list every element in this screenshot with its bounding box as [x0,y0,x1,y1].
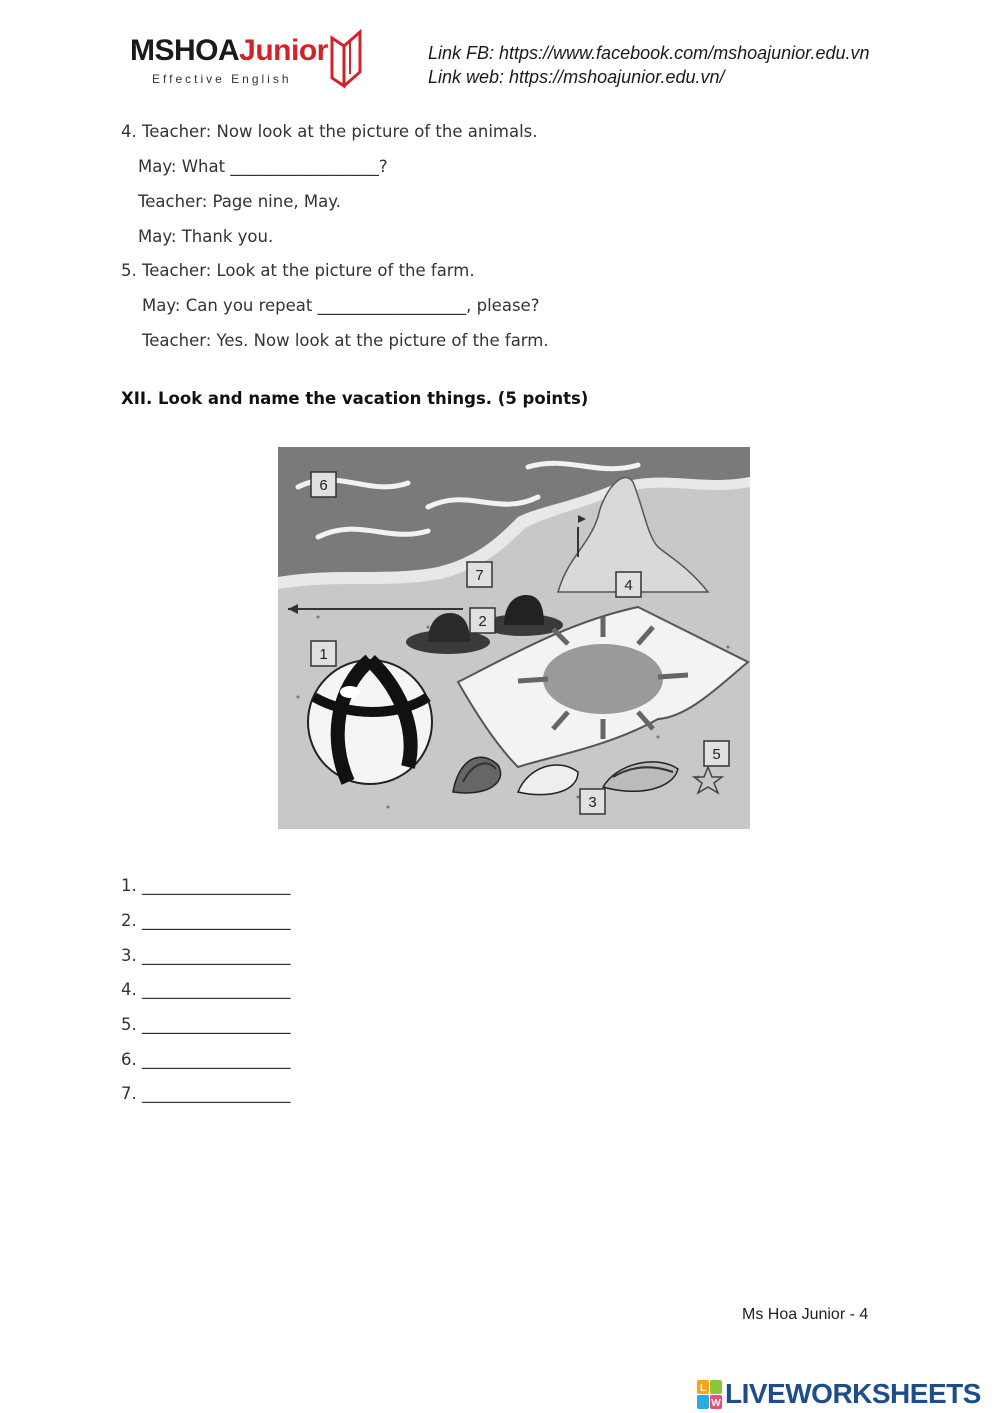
answer-line-4[interactable]: 4. __________________ [121,980,291,999]
answer-line-1[interactable]: 1. __________________ [121,876,291,895]
tag-3: 3 [588,794,597,811]
website-link[interactable]: Link web: https://mshoajunior.edu.vn/ [428,67,725,87]
book-logo-icon [326,28,366,90]
icon-letter-l: L [699,1383,707,1394]
dialogue-line-2: May: What __________________? [138,157,388,176]
tag-2: 2 [478,613,487,630]
beach-illustration [278,447,750,829]
answer-line-6[interactable]: 6. __________________ [121,1050,291,1069]
dialogue-line-7: Teacher: Yes. Now look at the picture of the farm. [142,331,549,350]
answer-line-5[interactable]: 5. __________________ [121,1015,291,1034]
liveworksheets-icon [697,1380,723,1410]
tag-6: 6 [319,477,328,494]
logo-wordmark [130,34,328,68]
answer-line-3[interactable]: 3. __________________ [121,946,291,965]
mshoa-junior-logo [130,28,370,92]
logo-part-mshoa: MSHOA [130,34,240,67]
tag-5: 5 [712,746,721,763]
header-links [428,41,870,89]
tag-1: 1 [319,646,328,663]
icon-letter-w: W [711,1398,721,1409]
section-title: XII. Look and name the vacation things. (5 points) [121,389,589,408]
page-number: Ms Hoa Junior - 4 [742,1306,869,1323]
beach-picture [278,447,750,829]
tag-4: 4 [624,577,633,594]
liveworksheets-wordmark: LIVEWORKSHEETS [725,1378,981,1409]
facebook-link[interactable]: Link FB: https://www.facebook.com/mshoajunior.edu.vn [428,43,870,63]
dialogue-line-1: 4. Teacher: Now look at the picture of the animals. [121,122,538,141]
logo-tagline: Effective English [152,72,292,86]
dialogue-line-6: May: Can you repeat __________________, please? [142,296,540,315]
answer-line-7[interactable]: 7. __________________ [121,1084,291,1103]
tag-7: 7 [475,567,484,584]
dialogue-line-4: May: Thank you. [138,227,274,246]
logo-part-junior: Junior [239,34,328,67]
dialogue-line-3: Teacher: Page nine, May. [138,192,341,211]
dialogue-line-5: 5. Teacher: Look at the picture of the farm. [121,261,475,280]
answer-line-2[interactable]: 2. __________________ [121,911,291,930]
